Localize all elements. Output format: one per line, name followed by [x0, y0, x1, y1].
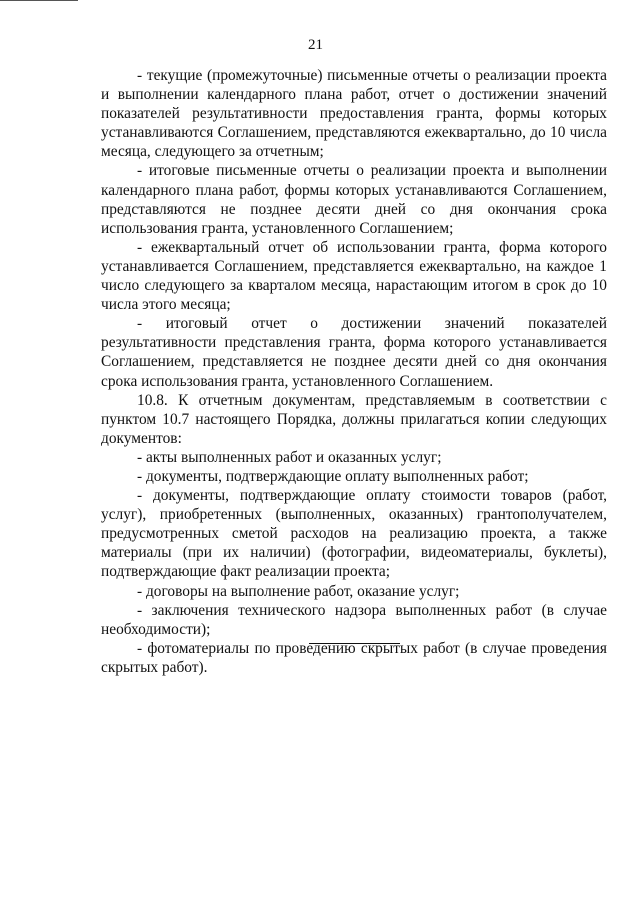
page-number: 21: [308, 37, 323, 53]
scan-corner-line: [0, 0, 78, 1]
list-item-contracts: - договоры на выполнение работ, оказание услуг;: [137, 582, 460, 600]
paragraph-section-10-8: 10.8. К отчетным документам, представляемым в соответствии с пунктом 10.7 настоящего Порядка, должны прилагаться копии следующих документов:: [101, 391, 607, 447]
paragraph-interim-reports: - текущие (промежуточные) письменные отчеты о реализации проекта и выполнении календарного плана работ, отчет о достижении значений показателей результативности предоставления гранта, формы которых устанавливаются Соглашением, представляются ежеквартально, до 10 числа месяца, следующего за отчетным;: [101, 67, 607, 161]
list-item-acts: - акты выполненных работ и оказанных услуг;: [137, 448, 442, 466]
end-of-text-rule: [309, 643, 400, 644]
paragraph-final-reports: - итоговые письменные отчеты о реализации проекта и выполнении календарного плана работ, формы которых устанавливаются Соглашением, представляются не позднее десяти дней со дня окончания срока использования гранта, установленного Соглашением;: [101, 162, 607, 237]
list-item-goods-payment-docs: - документы, подтверждающие оплату стоимости товаров (работ, услуг), приобретенных (выполненных, оказанных) грантополучателем, предусмотренных сметой расходов на реализацию проекта, а также материалы (при их наличии) (фотографии, видеоматериалы, буклеты), подтверждающие факт реализации проекта;: [101, 487, 607, 581]
list-item-supervision-conclusions: - заключения технического надзора выполненных работ (в случае необходимости);: [101, 601, 607, 638]
list-item-photo-materials: - фотоматериалы по проведению скрытых работ (в случае проведения скрытых работ).: [101, 639, 607, 676]
paragraph-quarterly-report: - ежеквартальный отчет об использовании гранта, форма которого устанавливается Соглашением, представляется ежеквартально, на каждое 1 число следующего за кварталом месяца, нарастающим итогом в срок до 10 числа этого месяца;: [101, 238, 607, 314]
list-item-payment-docs: - документы, подтверждающие оплату выполненных работ;: [137, 467, 529, 485]
paragraph-final-indicator-report: - итоговый отчет о достижении значений показателей результативности представления гранта, форма которого устанавливается Соглашением, представляется не позднее десяти дней со дня окончания срока использования гранта, установленного Соглашением.: [101, 315, 607, 390]
document-body: [101, 66, 607, 677]
